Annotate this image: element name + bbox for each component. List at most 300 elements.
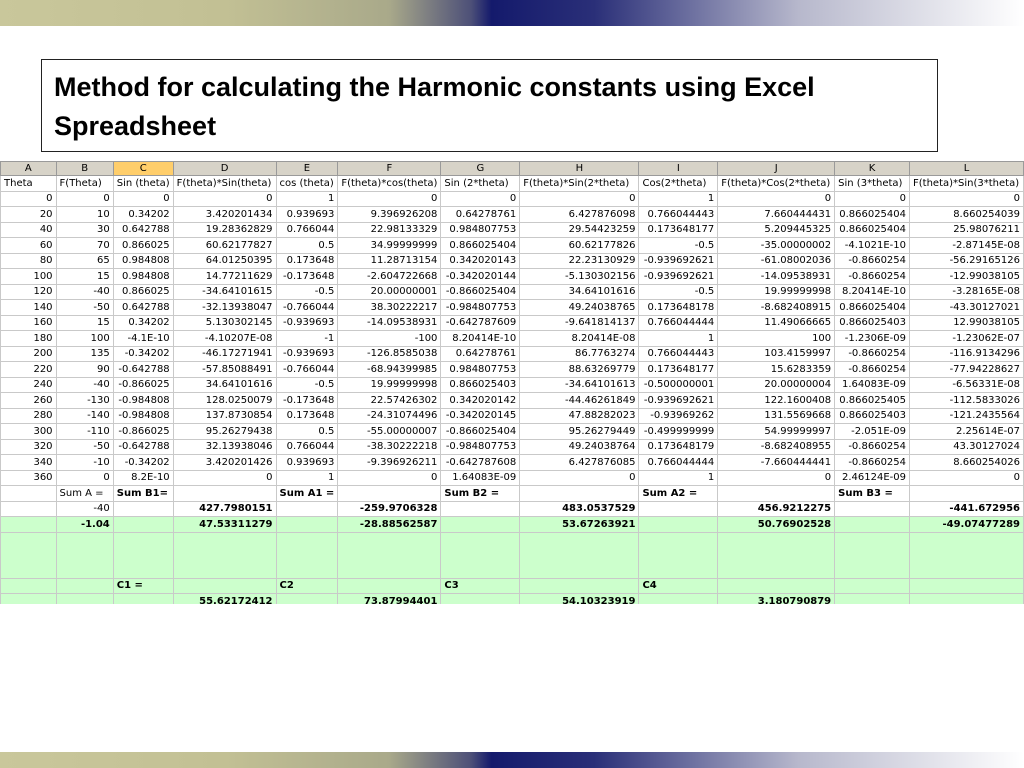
data-cell[interactable]: -0.8660254 — [835, 362, 910, 378]
header-cell[interactable]: cos (theta) — [276, 176, 338, 192]
data-cell[interactable]: -0.34202 — [113, 455, 173, 471]
sum-value-b1[interactable]: 427.7980151 — [173, 501, 276, 517]
data-cell[interactable]: 0.173648177 — [639, 362, 718, 378]
empty-cell[interactable] — [338, 486, 441, 502]
data-cell[interactable]: -112.5833026 — [910, 393, 1024, 409]
data-cell[interactable]: -0.642788 — [113, 362, 173, 378]
data-cell[interactable]: 0.866025 — [113, 284, 173, 300]
sum-value-a[interactable]: -40 — [56, 501, 113, 517]
data-cell[interactable]: 0.984808 — [113, 269, 173, 285]
header-cell[interactable]: F(theta)*Sin(theta) — [173, 176, 276, 192]
c-label-c2[interactable]: C2 — [276, 578, 338, 594]
data-cell[interactable]: -0.766044 — [276, 300, 338, 316]
data-cell[interactable]: -116.9134296 — [910, 346, 1024, 362]
data-cell[interactable]: 0 — [56, 470, 113, 486]
data-cell[interactable]: 340 — [1, 455, 57, 471]
header-cell[interactable]: Cos(2*theta) — [639, 176, 718, 192]
data-cell[interactable]: 320 — [1, 439, 57, 455]
data-cell[interactable]: 1 — [639, 191, 718, 207]
data-cell[interactable]: -0.342020144 — [441, 269, 520, 285]
data-cell[interactable]: 60.62177827 — [173, 238, 276, 254]
empty-cell[interactable] — [835, 594, 910, 605]
data-cell[interactable]: -0.642787608 — [441, 455, 520, 471]
data-cell[interactable]: -0.5 — [639, 284, 718, 300]
data-cell[interactable]: -55.00000007 — [338, 424, 441, 440]
header-cell[interactable]: F(theta)*cos(theta) — [338, 176, 441, 192]
data-cell[interactable]: -3.28165E-08 — [910, 284, 1024, 300]
data-cell[interactable]: -40 — [56, 284, 113, 300]
data-cell[interactable]: 360 — [1, 470, 57, 486]
empty-cell[interactable] — [441, 594, 520, 605]
data-cell[interactable]: 49.24038765 — [520, 300, 639, 316]
data-cell[interactable]: -10 — [56, 455, 113, 471]
data-cell[interactable]: 0.866025404 — [835, 300, 910, 316]
data-cell[interactable]: -121.2435564 — [910, 408, 1024, 424]
data-cell[interactable]: -140 — [56, 408, 113, 424]
data-cell[interactable]: 0.984808 — [113, 253, 173, 269]
data-cell[interactable]: 86.7763274 — [520, 346, 639, 362]
data-cell[interactable]: -2.604722668 — [338, 269, 441, 285]
column-header-h[interactable]: H — [520, 162, 639, 176]
data-cell[interactable]: -4.1E-10 — [113, 331, 173, 347]
data-cell[interactable]: 40 — [1, 222, 57, 238]
data-cell[interactable]: 0 — [718, 470, 835, 486]
data-cell[interactable]: -8.682408915 — [718, 300, 835, 316]
data-cell[interactable]: 0.984807753 — [441, 362, 520, 378]
data-cell[interactable]: 19.99999998 — [338, 377, 441, 393]
c-label-c3[interactable]: C3 — [441, 578, 520, 594]
data-cell[interactable]: -1.2306E-09 — [835, 331, 910, 347]
data-cell[interactable]: -0.8660254 — [835, 269, 910, 285]
data-cell[interactable]: -38.30222218 — [338, 439, 441, 455]
column-header-i[interactable]: I — [639, 162, 718, 176]
empty-cell[interactable] — [173, 578, 276, 594]
data-cell[interactable]: -2.87145E-08 — [910, 238, 1024, 254]
data-cell[interactable]: 131.5569668 — [718, 408, 835, 424]
data-cell[interactable]: 300 — [1, 424, 57, 440]
data-cell[interactable]: 0.173648178 — [639, 300, 718, 316]
data-cell[interactable]: 0 — [173, 191, 276, 207]
data-cell[interactable]: -0.5 — [276, 284, 338, 300]
header-cell[interactable]: Sin (3*theta) — [835, 176, 910, 192]
empty-cell[interactable] — [113, 532, 173, 578]
data-cell[interactable]: -0.939692621 — [639, 393, 718, 409]
column-header-l[interactable]: L — [910, 162, 1024, 176]
coef-value-a2[interactable]: 50.76902528 — [718, 517, 835, 533]
data-cell[interactable]: -0.642788 — [113, 439, 173, 455]
column-header-e[interactable]: E — [276, 162, 338, 176]
data-cell[interactable]: 100 — [718, 331, 835, 347]
data-cell[interactable]: -4.10207E-08 — [173, 331, 276, 347]
data-cell[interactable]: 180 — [1, 331, 57, 347]
data-cell[interactable]: 100 — [56, 331, 113, 347]
data-cell[interactable]: 15 — [56, 315, 113, 331]
data-cell[interactable]: 103.4159997 — [718, 346, 835, 362]
data-cell[interactable]: 11.49066665 — [718, 315, 835, 331]
data-cell[interactable]: 0 — [173, 470, 276, 486]
data-cell[interactable]: 47.88282023 — [520, 408, 639, 424]
data-cell[interactable]: -0.642787609 — [441, 315, 520, 331]
data-cell[interactable]: 0.173648177 — [639, 222, 718, 238]
sum-label-a2[interactable]: Sum A2 = — [639, 486, 718, 502]
empty-cell[interactable] — [520, 486, 639, 502]
data-cell[interactable]: 60 — [1, 238, 57, 254]
data-cell[interactable]: 0.173648179 — [639, 439, 718, 455]
data-cell[interactable]: 120 — [1, 284, 57, 300]
data-cell[interactable]: 15 — [56, 269, 113, 285]
data-cell[interactable]: -50 — [56, 300, 113, 316]
data-cell[interactable]: 20.00000001 — [338, 284, 441, 300]
data-cell[interactable]: 34.64101616 — [520, 284, 639, 300]
data-cell[interactable]: 0.34202 — [113, 315, 173, 331]
data-cell[interactable]: 122.1600408 — [718, 393, 835, 409]
empty-cell[interactable] — [718, 486, 835, 502]
coef-value-a1[interactable]: -28.88562587 — [338, 517, 441, 533]
data-cell[interactable]: 15.6283359 — [718, 362, 835, 378]
data-cell[interactable]: 0 — [441, 191, 520, 207]
data-cell[interactable]: 38.30222217 — [338, 300, 441, 316]
empty-cell[interactable] — [835, 532, 910, 578]
data-cell[interactable]: 2.25614E-07 — [910, 424, 1024, 440]
data-cell[interactable]: -0.939693 — [276, 315, 338, 331]
data-cell[interactable]: 0.642788 — [113, 300, 173, 316]
data-cell[interactable]: -130 — [56, 393, 113, 409]
data-cell[interactable]: -0.939693 — [276, 346, 338, 362]
empty-cell[interactable] — [276, 532, 338, 578]
data-cell[interactable]: 34.99999999 — [338, 238, 441, 254]
c-value-c1[interactable]: 55.62172412 — [173, 594, 276, 605]
header-cell[interactable]: F(theta)*Sin(2*theta) — [520, 176, 639, 192]
column-header-j[interactable]: J — [718, 162, 835, 176]
data-cell[interactable]: -44.46261849 — [520, 393, 639, 409]
data-cell[interactable]: -34.64101613 — [520, 377, 639, 393]
data-cell[interactable]: 0 — [520, 191, 639, 207]
data-cell[interactable]: 1 — [639, 470, 718, 486]
empty-cell[interactable] — [1, 532, 57, 578]
sum-label-b1[interactable]: Sum B1= — [113, 486, 173, 502]
empty-cell[interactable] — [113, 517, 173, 533]
empty-cell[interactable] — [173, 486, 276, 502]
empty-cell[interactable] — [56, 594, 113, 605]
data-cell[interactable]: 80 — [1, 253, 57, 269]
c-value-c4[interactable]: 3.180790879 — [718, 594, 835, 605]
empty-cell[interactable] — [56, 578, 113, 594]
header-cell[interactable]: Sin (2*theta) — [441, 176, 520, 192]
data-cell[interactable]: 0.766044 — [276, 222, 338, 238]
data-cell[interactable]: -0.8660254 — [835, 439, 910, 455]
sum-label-a[interactable]: Sum A = — [56, 486, 113, 502]
data-cell[interactable]: 88.63269779 — [520, 362, 639, 378]
empty-cell[interactable] — [113, 594, 173, 605]
empty-cell[interactable] — [1, 578, 57, 594]
data-cell[interactable]: 0.64278761 — [441, 346, 520, 362]
data-cell[interactable]: 0.642788 — [113, 222, 173, 238]
data-cell[interactable]: 10 — [56, 207, 113, 223]
empty-cell[interactable] — [1, 486, 57, 502]
data-cell[interactable]: 0.766044443 — [639, 346, 718, 362]
column-header-c[interactable]: C — [113, 162, 173, 176]
data-cell[interactable]: 90 — [56, 362, 113, 378]
data-cell[interactable]: 0 — [520, 470, 639, 486]
empty-cell[interactable] — [113, 501, 173, 517]
data-cell[interactable]: -1 — [276, 331, 338, 347]
data-cell[interactable]: 0.939693 — [276, 455, 338, 471]
sum-label-b2[interactable]: Sum B2 = — [441, 486, 520, 502]
column-header-g[interactable]: G — [441, 162, 520, 176]
data-cell[interactable]: 0.866025404 — [441, 238, 520, 254]
empty-cell[interactable] — [910, 532, 1024, 578]
sum-value-a2[interactable]: 456.9212275 — [718, 501, 835, 517]
data-cell[interactable]: 0 — [835, 191, 910, 207]
empty-cell[interactable] — [56, 532, 113, 578]
data-cell[interactable]: 0.34202 — [113, 207, 173, 223]
column-header-k[interactable]: K — [835, 162, 910, 176]
data-cell[interactable]: 54.99999997 — [718, 424, 835, 440]
data-cell[interactable]: 3.420201434 — [173, 207, 276, 223]
data-cell[interactable]: 5.130302145 — [173, 315, 276, 331]
sum-value-b2[interactable]: 483.0537529 — [520, 501, 639, 517]
data-cell[interactable]: -9.641814137 — [520, 315, 639, 331]
data-cell[interactable]: 22.57426302 — [338, 393, 441, 409]
data-cell[interactable]: -56.29165126 — [910, 253, 1024, 269]
data-cell[interactable]: -0.173648 — [276, 269, 338, 285]
data-cell[interactable]: 0.342020143 — [441, 253, 520, 269]
data-cell[interactable]: 6.427876085 — [520, 455, 639, 471]
data-cell[interactable]: -0.173648 — [276, 393, 338, 409]
data-cell[interactable]: 280 — [1, 408, 57, 424]
data-cell[interactable]: 0 — [910, 191, 1024, 207]
data-cell[interactable]: 11.28713154 — [338, 253, 441, 269]
data-cell[interactable]: -32.13938047 — [173, 300, 276, 316]
empty-cell[interactable] — [276, 594, 338, 605]
empty-cell[interactable] — [835, 517, 910, 533]
data-cell[interactable]: 220 — [1, 362, 57, 378]
data-cell[interactable]: -0.8660254 — [835, 253, 910, 269]
column-header-b[interactable]: B — [56, 162, 113, 176]
data-cell[interactable]: 1 — [639, 331, 718, 347]
data-cell[interactable]: 260 — [1, 393, 57, 409]
data-cell[interactable]: 49.24038764 — [520, 439, 639, 455]
data-cell[interactable]: 29.54423259 — [520, 222, 639, 238]
empty-cell[interactable] — [835, 578, 910, 594]
data-cell[interactable]: 0.5 — [276, 238, 338, 254]
data-cell[interactable]: 0.173648 — [276, 408, 338, 424]
data-cell[interactable]: 240 — [1, 377, 57, 393]
data-cell[interactable]: 6.427876098 — [520, 207, 639, 223]
data-cell[interactable]: 0.866025403 — [835, 315, 910, 331]
data-cell[interactable]: 19.28362829 — [173, 222, 276, 238]
data-cell[interactable]: 135 — [56, 346, 113, 362]
data-cell[interactable]: 8.20414E-10 — [835, 284, 910, 300]
sum-value-b3[interactable]: -441.672956 — [910, 501, 1024, 517]
empty-cell[interactable] — [910, 486, 1024, 502]
data-cell[interactable]: -6.56331E-08 — [910, 377, 1024, 393]
data-cell[interactable]: 25.98076211 — [910, 222, 1024, 238]
data-cell[interactable]: 14.77211629 — [173, 269, 276, 285]
data-cell[interactable]: 1.64083E-09 — [835, 377, 910, 393]
c-label-c4[interactable]: C4 — [639, 578, 718, 594]
data-cell[interactable]: -0.866025404 — [441, 424, 520, 440]
data-cell[interactable]: -57.85088491 — [173, 362, 276, 378]
data-cell[interactable]: 0.342020142 — [441, 393, 520, 409]
data-cell[interactable]: -24.31074496 — [338, 408, 441, 424]
data-cell[interactable]: 0.939693 — [276, 207, 338, 223]
data-cell[interactable]: -5.130302156 — [520, 269, 639, 285]
empty-cell[interactable] — [276, 517, 338, 533]
data-cell[interactable]: 22.23130929 — [520, 253, 639, 269]
data-cell[interactable]: 20 — [1, 207, 57, 223]
column-header-d[interactable]: D — [173, 162, 276, 176]
data-cell[interactable]: 22.98133329 — [338, 222, 441, 238]
data-cell[interactable]: -0.5 — [276, 377, 338, 393]
data-cell[interactable]: -0.8660254 — [835, 455, 910, 471]
data-cell[interactable]: 0 — [56, 191, 113, 207]
data-cell[interactable]: 9.396926208 — [338, 207, 441, 223]
data-cell[interactable]: 8.660254039 — [910, 207, 1024, 223]
data-cell[interactable]: 0 — [1, 191, 57, 207]
data-cell[interactable]: 200 — [1, 346, 57, 362]
coef-value-a0[interactable]: -1.04 — [56, 517, 113, 533]
data-cell[interactable]: -0.984808 — [113, 393, 173, 409]
data-cell[interactable]: 19.99999998 — [718, 284, 835, 300]
data-cell[interactable]: 0 — [113, 191, 173, 207]
data-cell[interactable]: -12.99038105 — [910, 269, 1024, 285]
empty-cell[interactable] — [718, 532, 835, 578]
data-cell[interactable]: -0.984808 — [113, 408, 173, 424]
data-cell[interactable]: -2.051E-09 — [835, 424, 910, 440]
data-cell[interactable]: 0.766044443 — [639, 207, 718, 223]
data-cell[interactable]: -34.64101615 — [173, 284, 276, 300]
data-cell[interactable]: -0.499999999 — [639, 424, 718, 440]
data-cell[interactable]: 43.30127024 — [910, 439, 1024, 455]
data-cell[interactable]: 0.984807753 — [441, 222, 520, 238]
sum-label-a1[interactable]: Sum A1 = — [276, 486, 338, 502]
empty-cell[interactable] — [338, 532, 441, 578]
data-cell[interactable]: 0.866025403 — [835, 408, 910, 424]
data-cell[interactable]: 7.660444431 — [718, 207, 835, 223]
data-cell[interactable]: 64.01250395 — [173, 253, 276, 269]
header-cell[interactable]: F(theta)*Sin(3*theta) — [910, 176, 1024, 192]
data-cell[interactable]: -50 — [56, 439, 113, 455]
data-cell[interactable]: -126.8585038 — [338, 346, 441, 362]
data-cell[interactable]: -0.5 — [639, 238, 718, 254]
data-cell[interactable]: 2.46124E-09 — [835, 470, 910, 486]
data-cell[interactable]: 0 — [910, 470, 1024, 486]
data-cell[interactable]: 0.866025 — [113, 238, 173, 254]
empty-cell[interactable] — [520, 532, 639, 578]
data-cell[interactable]: 0.5 — [276, 424, 338, 440]
data-cell[interactable]: -0.984807753 — [441, 300, 520, 316]
data-cell[interactable]: -0.939692621 — [639, 253, 718, 269]
data-cell[interactable]: 12.99038105 — [910, 315, 1024, 331]
data-cell[interactable]: -100 — [338, 331, 441, 347]
data-cell[interactable]: 30 — [56, 222, 113, 238]
data-cell[interactable]: 60.62177826 — [520, 238, 639, 254]
data-cell[interactable]: -35.00000002 — [718, 238, 835, 254]
column-header-f[interactable]: F — [338, 162, 441, 176]
data-cell[interactable]: 34.64101616 — [173, 377, 276, 393]
empty-cell[interactable] — [1, 517, 57, 533]
data-cell[interactable]: -46.17271941 — [173, 346, 276, 362]
data-cell[interactable]: -40 — [56, 377, 113, 393]
data-cell[interactable]: 0.866025404 — [835, 207, 910, 223]
coef-value-b3[interactable]: -49.07477289 — [910, 517, 1024, 533]
data-cell[interactable]: -0.866025 — [113, 424, 173, 440]
data-cell[interactable]: 65 — [56, 253, 113, 269]
data-cell[interactable]: 8.660254026 — [910, 455, 1024, 471]
data-cell[interactable]: -77.94228627 — [910, 362, 1024, 378]
data-cell[interactable]: -14.09538931 — [338, 315, 441, 331]
header-cell[interactable]: F(Theta) — [56, 176, 113, 192]
data-cell[interactable]: -110 — [56, 424, 113, 440]
data-cell[interactable]: 137.8730854 — [173, 408, 276, 424]
data-cell[interactable]: 0.866025403 — [441, 377, 520, 393]
data-cell[interactable]: 140 — [1, 300, 57, 316]
empty-cell[interactable] — [639, 517, 718, 533]
empty-cell[interactable] — [1, 501, 57, 517]
data-cell[interactable]: 0.766044 — [276, 439, 338, 455]
empty-cell[interactable] — [276, 501, 338, 517]
coef-value-b2[interactable]: 53.67263921 — [520, 517, 639, 533]
data-cell[interactable]: -0.8660254 — [835, 346, 910, 362]
data-cell[interactable]: -0.866025 — [113, 377, 173, 393]
data-cell[interactable]: 70 — [56, 238, 113, 254]
empty-cell[interactable] — [441, 517, 520, 533]
data-cell[interactable]: -14.09538931 — [718, 269, 835, 285]
header-cell[interactable]: Sin (theta) — [113, 176, 173, 192]
empty-cell[interactable] — [173, 532, 276, 578]
coef-value-b1[interactable]: 47.53311279 — [173, 517, 276, 533]
data-cell[interactable]: 0.866025405 — [835, 393, 910, 409]
data-cell[interactable]: -61.08002036 — [718, 253, 835, 269]
data-cell[interactable]: 3.420201426 — [173, 455, 276, 471]
data-cell[interactable]: 95.26279438 — [173, 424, 276, 440]
data-cell[interactable]: -68.94399985 — [338, 362, 441, 378]
empty-cell[interactable] — [639, 532, 718, 578]
data-cell[interactable]: -43.30127021 — [910, 300, 1024, 316]
data-cell[interactable]: 0.766044444 — [639, 455, 718, 471]
data-cell[interactable]: -4.1021E-10 — [835, 238, 910, 254]
column-header-a[interactable]: A — [1, 162, 57, 176]
empty-cell[interactable] — [520, 578, 639, 594]
c-label-c1[interactable]: C1 = — [113, 578, 173, 594]
data-cell[interactable]: 0 — [718, 191, 835, 207]
empty-cell[interactable] — [338, 578, 441, 594]
empty-cell[interactable] — [441, 532, 520, 578]
data-cell[interactable]: -0.939692621 — [639, 269, 718, 285]
empty-cell[interactable] — [441, 501, 520, 517]
data-cell[interactable]: -0.34202 — [113, 346, 173, 362]
data-cell[interactable]: 128.0250079 — [173, 393, 276, 409]
data-cell[interactable]: 0.64278761 — [441, 207, 520, 223]
data-cell[interactable]: 8.2E-10 — [113, 470, 173, 486]
data-cell[interactable]: 8.20414E-10 — [441, 331, 520, 347]
empty-cell[interactable] — [910, 578, 1024, 594]
empty-cell[interactable] — [910, 594, 1024, 605]
sum-label-b3[interactable]: Sum B3 = — [835, 486, 910, 502]
empty-cell[interactable] — [1, 594, 57, 605]
sum-value-a1[interactable]: -259.9706328 — [338, 501, 441, 517]
empty-cell[interactable] — [639, 501, 718, 517]
data-cell[interactable]: -9.396926211 — [338, 455, 441, 471]
data-cell[interactable]: -0.342020145 — [441, 408, 520, 424]
data-cell[interactable]: -1.23062E-07 — [910, 331, 1024, 347]
data-cell[interactable]: 1.64083E-09 — [441, 470, 520, 486]
data-cell[interactable]: 160 — [1, 315, 57, 331]
c-value-c2[interactable]: 73.87994401 — [338, 594, 441, 605]
data-cell[interactable]: 5.209445325 — [718, 222, 835, 238]
data-cell[interactable]: 0.766044444 — [639, 315, 718, 331]
